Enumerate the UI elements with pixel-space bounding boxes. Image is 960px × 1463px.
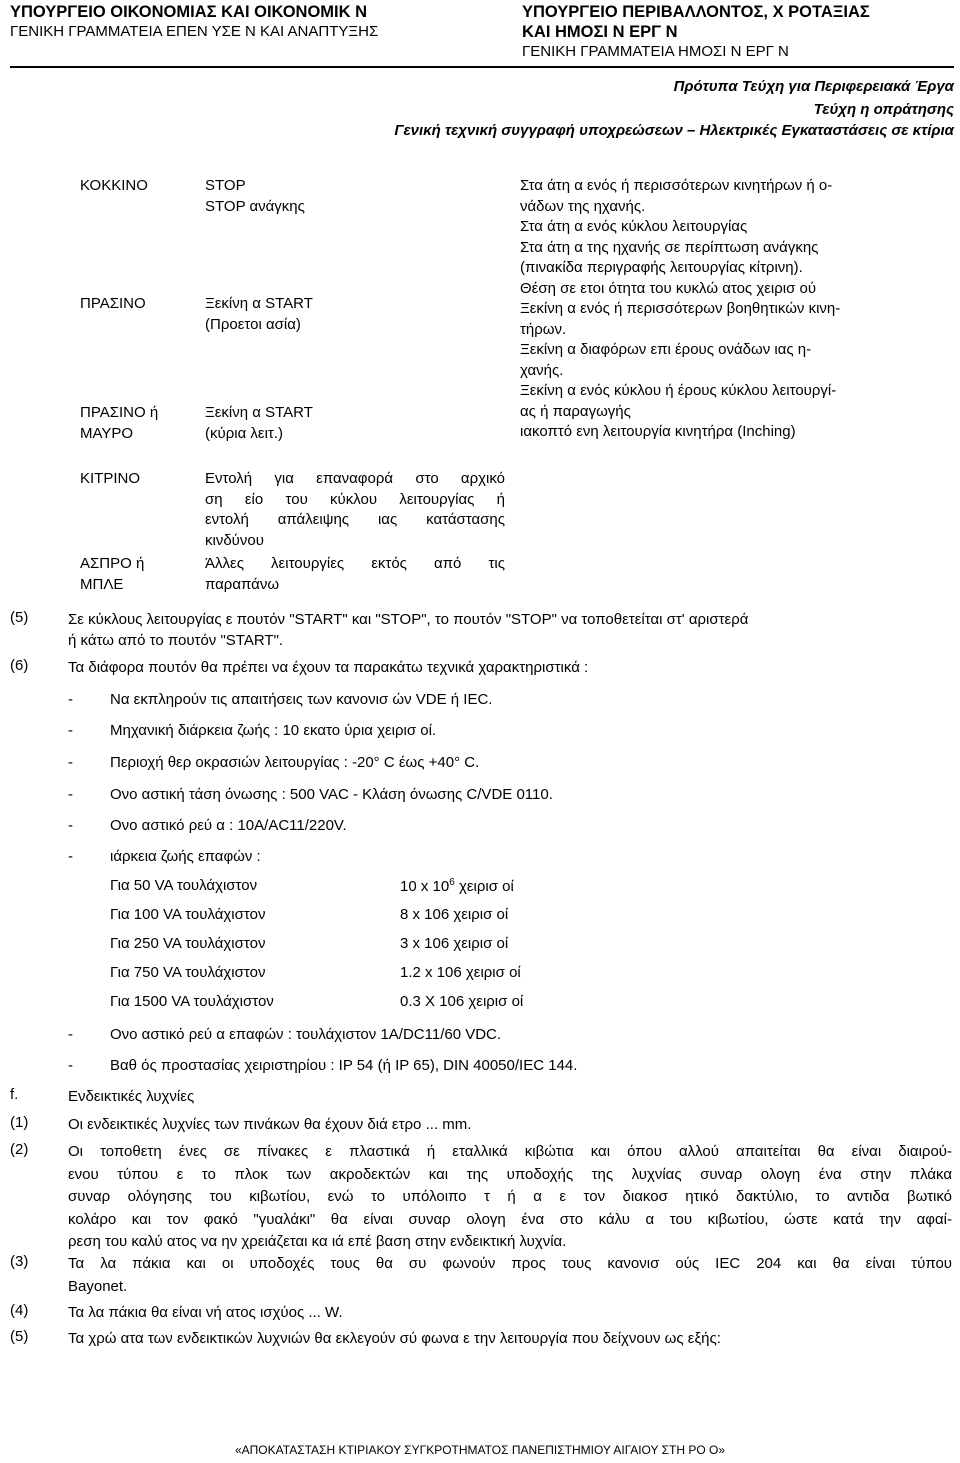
paragraph-number: (5) <box>10 609 29 626</box>
use-line: Ξεκίνη α διαφόρων επι έρους ονάδων ιας η- <box>520 341 812 358</box>
paragraph-number: (1) <box>10 1114 29 1131</box>
use-line: Στα άτη α ενός κύκλου λειτουργίας <box>520 218 748 235</box>
table-cell-function: Ξεκίνη α START (κύρια λειτ.) <box>205 404 313 442</box>
paragraph-number: (6) <box>10 657 29 674</box>
ministry-name: ΥΠΟΥΡΓΕΙΟ ΠΕΡΙΒΑΛΛΟΝΤΟΣ, Χ ΡΟΤΑΞΙΑΣ <box>522 3 870 21</box>
rating-load: Για 50 VA τουλάχιστον <box>110 877 258 894</box>
rating-load: Για 1500 VA τουλάχιστον <box>110 993 274 1010</box>
use-line: ιακοπτό ενη λειτουργία κινητήρα (Inching) <box>520 423 796 440</box>
paragraph-number: (4) <box>10 1302 29 1319</box>
rating-load: Για 100 VA τουλάχιστον <box>110 906 266 923</box>
rating-operations: 8 x 106 χειρισ οί <box>400 906 509 923</box>
use-line: (πινακίδα περιγραφής λειτουργίας κίτρινη). <box>520 259 803 276</box>
spec-item: Ονο αστικό ρεύ α : 10A/AC11/220V. <box>110 817 347 834</box>
use-line: Στα άτη α της ηχανής σε περίπτωση ανάγκης <box>520 238 819 256</box>
bullet-dash: - <box>68 1026 73 1043</box>
bullet-dash: - <box>68 1057 73 1074</box>
table-cell-color: ΑΣΠΡΟ ή ΜΠΛΕ <box>80 555 145 593</box>
paragraph-number: (5) <box>10 1328 29 1345</box>
section-title: Ενδεικτικές λυχνίες <box>68 1088 195 1105</box>
ministry-header-left <box>10 2 378 42</box>
use-line: Ξεκίνη α ενός ή περισσότερων βοηθητικών κινη- <box>520 300 841 317</box>
doc-series-title: Πρότυπα Τεύχη για Περιφερειακά Έργα <box>673 78 954 95</box>
table-cell-color: ΠΡΑΣΙΝΟ <box>80 295 146 312</box>
table-cell-function: Άλλες λειτουργίες εκτός από τις παραπάνω <box>205 555 505 593</box>
bullet-dash: - <box>68 691 73 708</box>
ministry-header-right <box>522 2 870 62</box>
paragraph-text: Τα χρώ ατα των ενδεικτικών λυχνιών θα εκλεγούν σύ φωνα ε την λειτουργία που δείχνουν ως εξής: <box>68 1330 721 1347</box>
table-cell-color: ΚΟΚΚΙΝΟ <box>80 177 148 194</box>
paragraph-text: Τα λα πάκια θα είναι νή ατος ισχύος ... W. <box>68 1304 343 1321</box>
paragraph-text: Σε κύκλους λειτουργίας ε πουτόν "START" και "STOP", το πουτόν "STOP" να τοποθετείται στ' αριστερά ή κάτω από το πουτόν "START". <box>68 611 749 649</box>
table-column-uses <box>520 176 946 443</box>
bullet-dash: - <box>68 848 73 865</box>
spec-item: ιάρκεια ζωής επαφών : <box>110 848 261 865</box>
ministry-name: ΥΠΟΥΡΓΕΙΟ ΟΙΚΟΝΟΜΙΑΣ ΚΑΙ ΟΙΚΟΝΟΜΙΚ Ν <box>10 3 368 21</box>
rating-operations: 3 x 106 χειρισ οί <box>400 935 509 952</box>
bullet-dash: - <box>68 786 73 803</box>
use-line: Ξεκίνη α ενός κύκλου ή έρους κύκλου λειτουργί- <box>520 382 837 399</box>
use-line: νάδων της ηχανής. <box>520 197 646 215</box>
table-cell-function: Ξεκίνη α START (Προετοι ασία) <box>205 295 313 333</box>
spec-item: Ονο αστική τάση όνωσης : 500 VAC - Κλάση όνωσης C/VDE 0110. <box>110 786 553 803</box>
spec-item: Ονο αστικό ρεύ α επαφών : τουλάχιστον 1A/DC11/60 VDC. <box>110 1026 502 1043</box>
rating-operations: 1.2 x 106 χειρισ οί <box>400 964 521 981</box>
bullet-dash: - <box>68 817 73 834</box>
table-cell-function: Εντολή για επαναφορά στο αρχικό ση είο του κύκλου λειτουργίας ή εντολή απάλειψης ιας κατάστασης κινδύνου <box>205 470 505 549</box>
use-line: τήρων. <box>520 320 567 338</box>
paragraph-number: (2) <box>10 1141 29 1158</box>
rating-operations: 10 x $10^6$ χειρισ οί <box>400 877 514 895</box>
doc-spec-title: Γενική τεχνική συγγραφή υποχρεώσεων – Ηλεκτρικές Εγκαταστάσεις σε κτίρια <box>394 122 954 139</box>
paragraph-number: (3) <box>10 1253 29 1270</box>
use-line: χανής. <box>520 361 564 379</box>
spec-item: Μηχανική διάρκεια ζωής : 10 εκατο ύρια χειρισ οί. <box>110 722 437 739</box>
use-line: Θέση σε ετοι ότητα του κυκλώ ατος χειρισ ού <box>520 279 817 297</box>
bullet-dash: - <box>68 754 73 771</box>
table-cell-color: ΚΙΤΡΙΝΟ <box>80 470 141 487</box>
spec-item: Βαθ ός προστασίας χειριστηρίου : IP 54 (ή IP 65), DIN 40050/IEC 144. <box>110 1057 578 1074</box>
bullet-dash: - <box>68 722 73 739</box>
spec-item: Να εκπληρούν τις απαιτήσεις των κανονισ ών VDE ή IEC. <box>110 691 493 708</box>
secretariat-name: ΓΕΝΙΚΗ ΓΡΑΜΜΑΤΕΙΑ ΕΠΕΝ ΥΣΕ Ν ΚΑΙ ΑΝΑΠΤΥΞΗΣ <box>10 23 379 40</box>
section-letter: f. <box>10 1086 19 1103</box>
paragraph-text: Τα διάφορα πουτόν θα πρέπει να έχουν τα παρακάτω τεχνικά χαρακτηριστικά : <box>68 659 589 676</box>
use-line: Στα άτη α ενός ή περισσότερων κινητήρων ή ο- <box>520 177 833 194</box>
ministry-name-cont: ΚΑΙ ΗΜΟΣΙ Ν ΕΡΓ Ν <box>522 23 678 41</box>
paragraph-text: Οι τοποθετη ένες σε πίνακες ε πλαστικά ή εταλλικά κιβώτια και όπου αλλού απαιτείται θα είναι διαιρού- ενου τύπου ε το πλοκ των ακροδεκτών και της υποδοχής της λυχνίας συναρ ολογη ένα στην πλάκα συναρ ολόγησης του κιβωτίου, ενώ το υπόλοιπο τ ή α ε τον διακοσ ητικό δακτύλιο, το αντιδα βωτικό κολάρο και τον φακό "γυαλάκι" θα είναι συναρ ολογη ένα στο κάλυ α του κιβωτίου, ώστε κατά την αφαί- ρεση του καλύ ατος να ην χρειάζεται κα ιά επέ βαση στην ενδεικτική λυχνία. <box>68 1143 952 1250</box>
header-divider <box>10 66 954 68</box>
page-footer: «ΑΠΟΚΑΤΑΣΤΑΣΗ ΚΤΙΡΙΑΚΟΥ ΣΥΓΚΡΟΤΗΜΑΤΟΣ ΠΑΝΕΠΙΣΤΗΜΙΟΥ ΑΙΓΑΙΟΥ ΣΤΗ ΡΟ Ο» <box>234 1443 726 1457</box>
use-line: ας ή παραγωγής <box>520 402 631 420</box>
doc-volume-title: Τεύχη η οπράτησης <box>813 101 954 118</box>
rating-load: Για 250 VA τουλάχιστον <box>110 935 266 952</box>
paragraph-text: Οι ενδεικτικές λυχνίες των πινάκων θα έχουν διά ετρο ... mm. <box>68 1116 472 1133</box>
rating-load: Για 750 VA τουλάχιστον <box>110 964 266 981</box>
paragraph-text: Τα λα πάκια και οι υποδοχές τους θα συ φωνούν προς τους κανονισ ούς IEC 204 και θα είναι τύπου Bayonet. <box>68 1255 952 1295</box>
secretariat-name: ΓΕΝΙΚΗ ΓΡΑΜΜΑΤΕΙΑ ΗΜΟΣΙ Ν ΕΡΓ Ν <box>522 43 789 60</box>
rating-operations: 0.3 X 106 χειρισ οί <box>400 993 524 1010</box>
spec-item: Περιοχή θερ οκρασιών λειτουργίας : -20° C έως +40° C. <box>110 754 480 771</box>
table-cell-function: STOP STOP ανάγκης <box>205 177 305 215</box>
table-cell-color: ΠΡΑΣΙΝΟ ή ΜΑΥΡΟ <box>80 404 159 442</box>
